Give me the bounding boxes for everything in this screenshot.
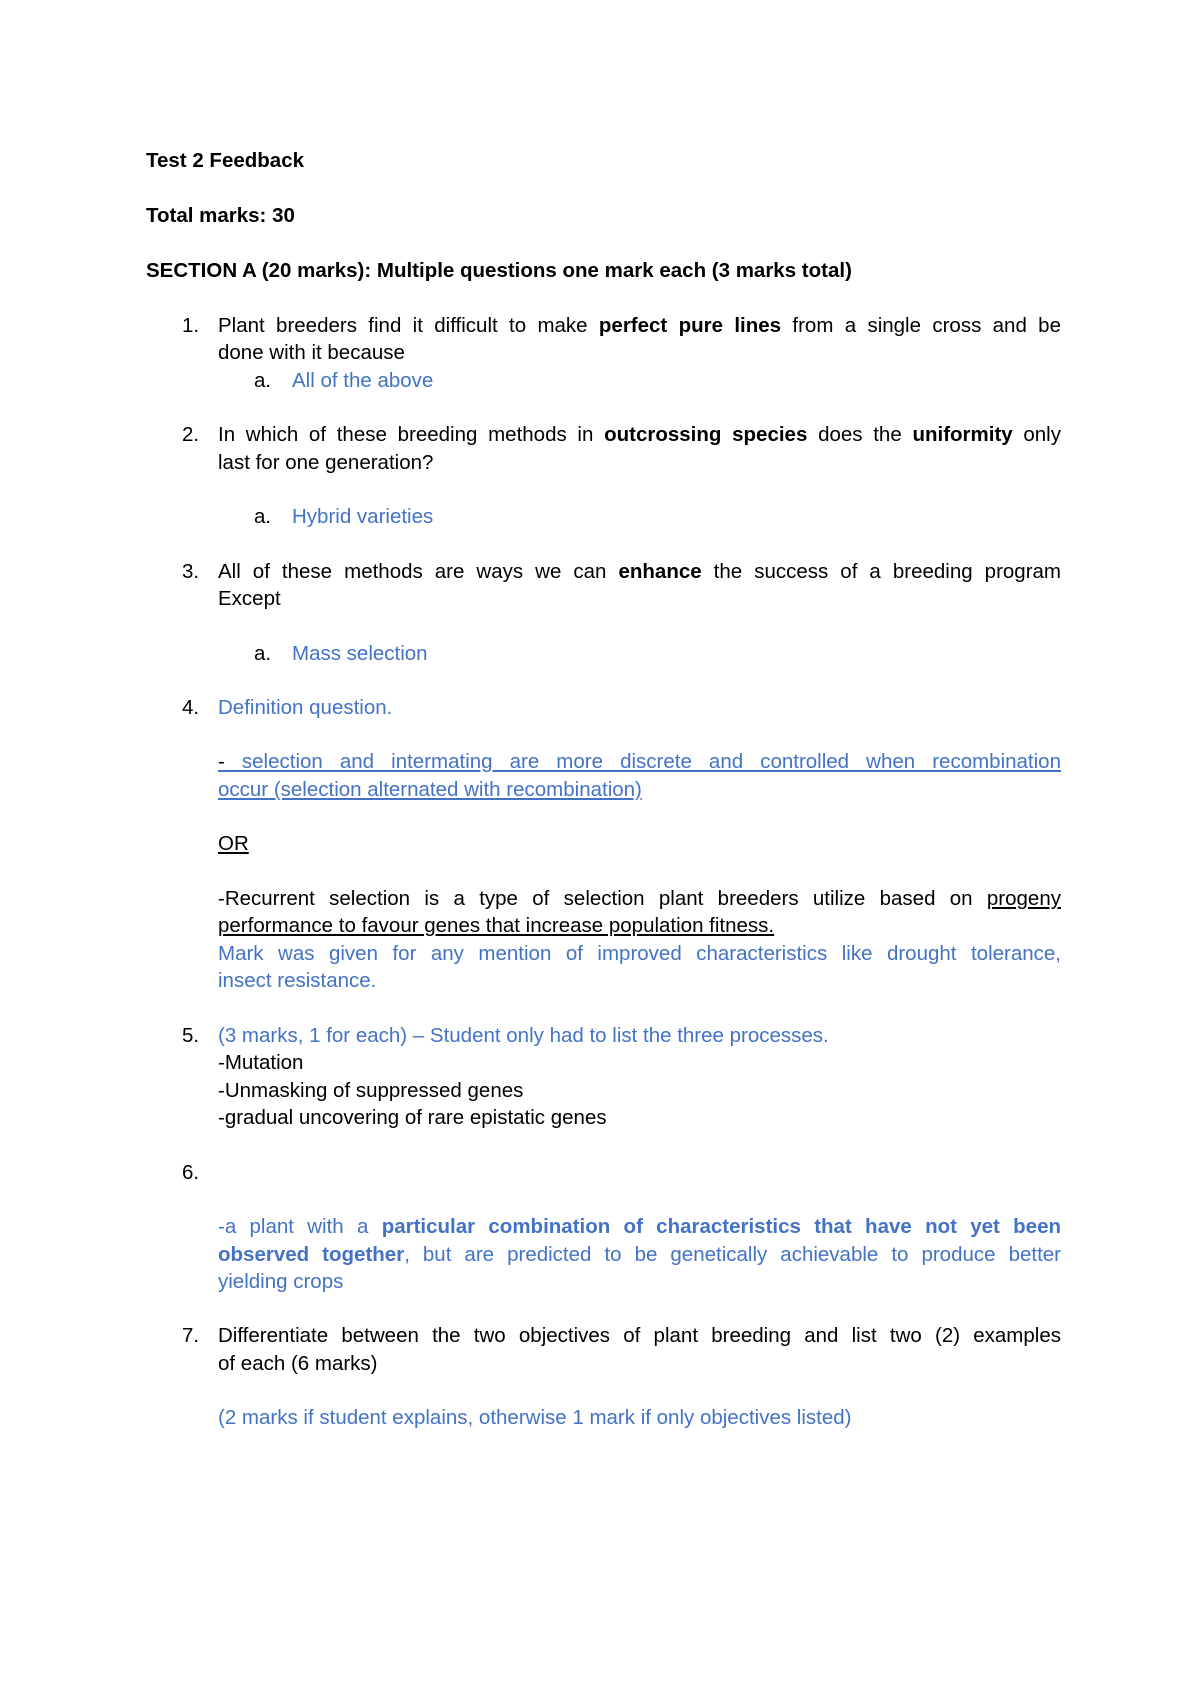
or-separator: OR <box>218 832 249 855</box>
answer-text-line: -a plant with a particular combination of characteristics that have not yet been <box>218 1215 1061 1238</box>
question-number: 6. <box>182 1161 200 1184</box>
marking-note-cont: insect resistance. <box>218 969 377 992</box>
question-heading: Definition question. <box>218 696 393 719</box>
question-text-line: of each (6 marks) <box>218 1352 378 1375</box>
question-text-line: done with it because <box>218 341 405 364</box>
answer-option-2-cont: performance to favour genes that increase population fitness. <box>218 914 775 937</box>
answer-text-line: observed together, but are predicted to be genetically achievable to produce better <box>218 1243 1061 1266</box>
question-text-line: Plant breeders find it difficult to make perfect pure lines from a single cross and be <box>218 314 1061 337</box>
list-item: -gradual uncovering of rare epistatic genes <box>218 1106 607 1129</box>
question-number: 2. <box>182 423 200 446</box>
list-item: -Unmasking of suppressed genes <box>218 1079 524 1102</box>
question-text-line: Except <box>218 587 281 610</box>
question-number: 5. <box>182 1024 200 1047</box>
answer-text: Mass selection <box>292 642 428 665</box>
answer-text: All of the above <box>292 369 434 392</box>
question-number: 1. <box>182 314 200 337</box>
question-text-line: last for one generation? <box>218 451 434 474</box>
question-text-line: Differentiate between the two objectives of plant breeding and list two (2) examples <box>218 1324 1061 1347</box>
answer-text: Hybrid varieties <box>292 505 434 528</box>
question-number: 3. <box>182 560 200 583</box>
list-item: -Mutation <box>218 1051 304 1074</box>
marking-note: (2 marks if student explains, otherwise 1 mark if only objectives listed) <box>218 1406 852 1429</box>
answer-option-2: -Recurrent selection is a type of selection plant breeders utilize based on progeny <box>218 887 1061 910</box>
answer-label: a. <box>254 369 272 392</box>
question-text-line: In which of these breeding methods in outcrossing species does the uniformity only <box>218 423 1061 446</box>
question-heading: (3 marks, 1 for each) – Student only had to list the three processes. <box>218 1024 829 1047</box>
question-number: 4. <box>182 696 200 719</box>
answer-text-line: yielding crops <box>218 1270 344 1293</box>
section-a-heading: SECTION A (20 marks): Multiple questions one mark each (3 marks total) <box>146 259 852 282</box>
marking-note: Mark was given for any mention of improved characteristics like drought tolerance, <box>218 942 1061 965</box>
answer-option-1: - selection and intermating are more discrete and controlled when recombination <box>218 750 1061 773</box>
question-number: 7. <box>182 1324 200 1347</box>
answer-label: a. <box>254 642 272 665</box>
answer-label: a. <box>254 505 272 528</box>
answer-option-1-cont: occur (selection alternated with recombination) <box>218 778 642 801</box>
document-title: Test 2 Feedback <box>146 149 304 172</box>
question-text-line: All of these methods are ways we can enhance the success of a breeding program <box>218 560 1062 583</box>
total-marks: Total marks: 30 <box>146 204 295 227</box>
